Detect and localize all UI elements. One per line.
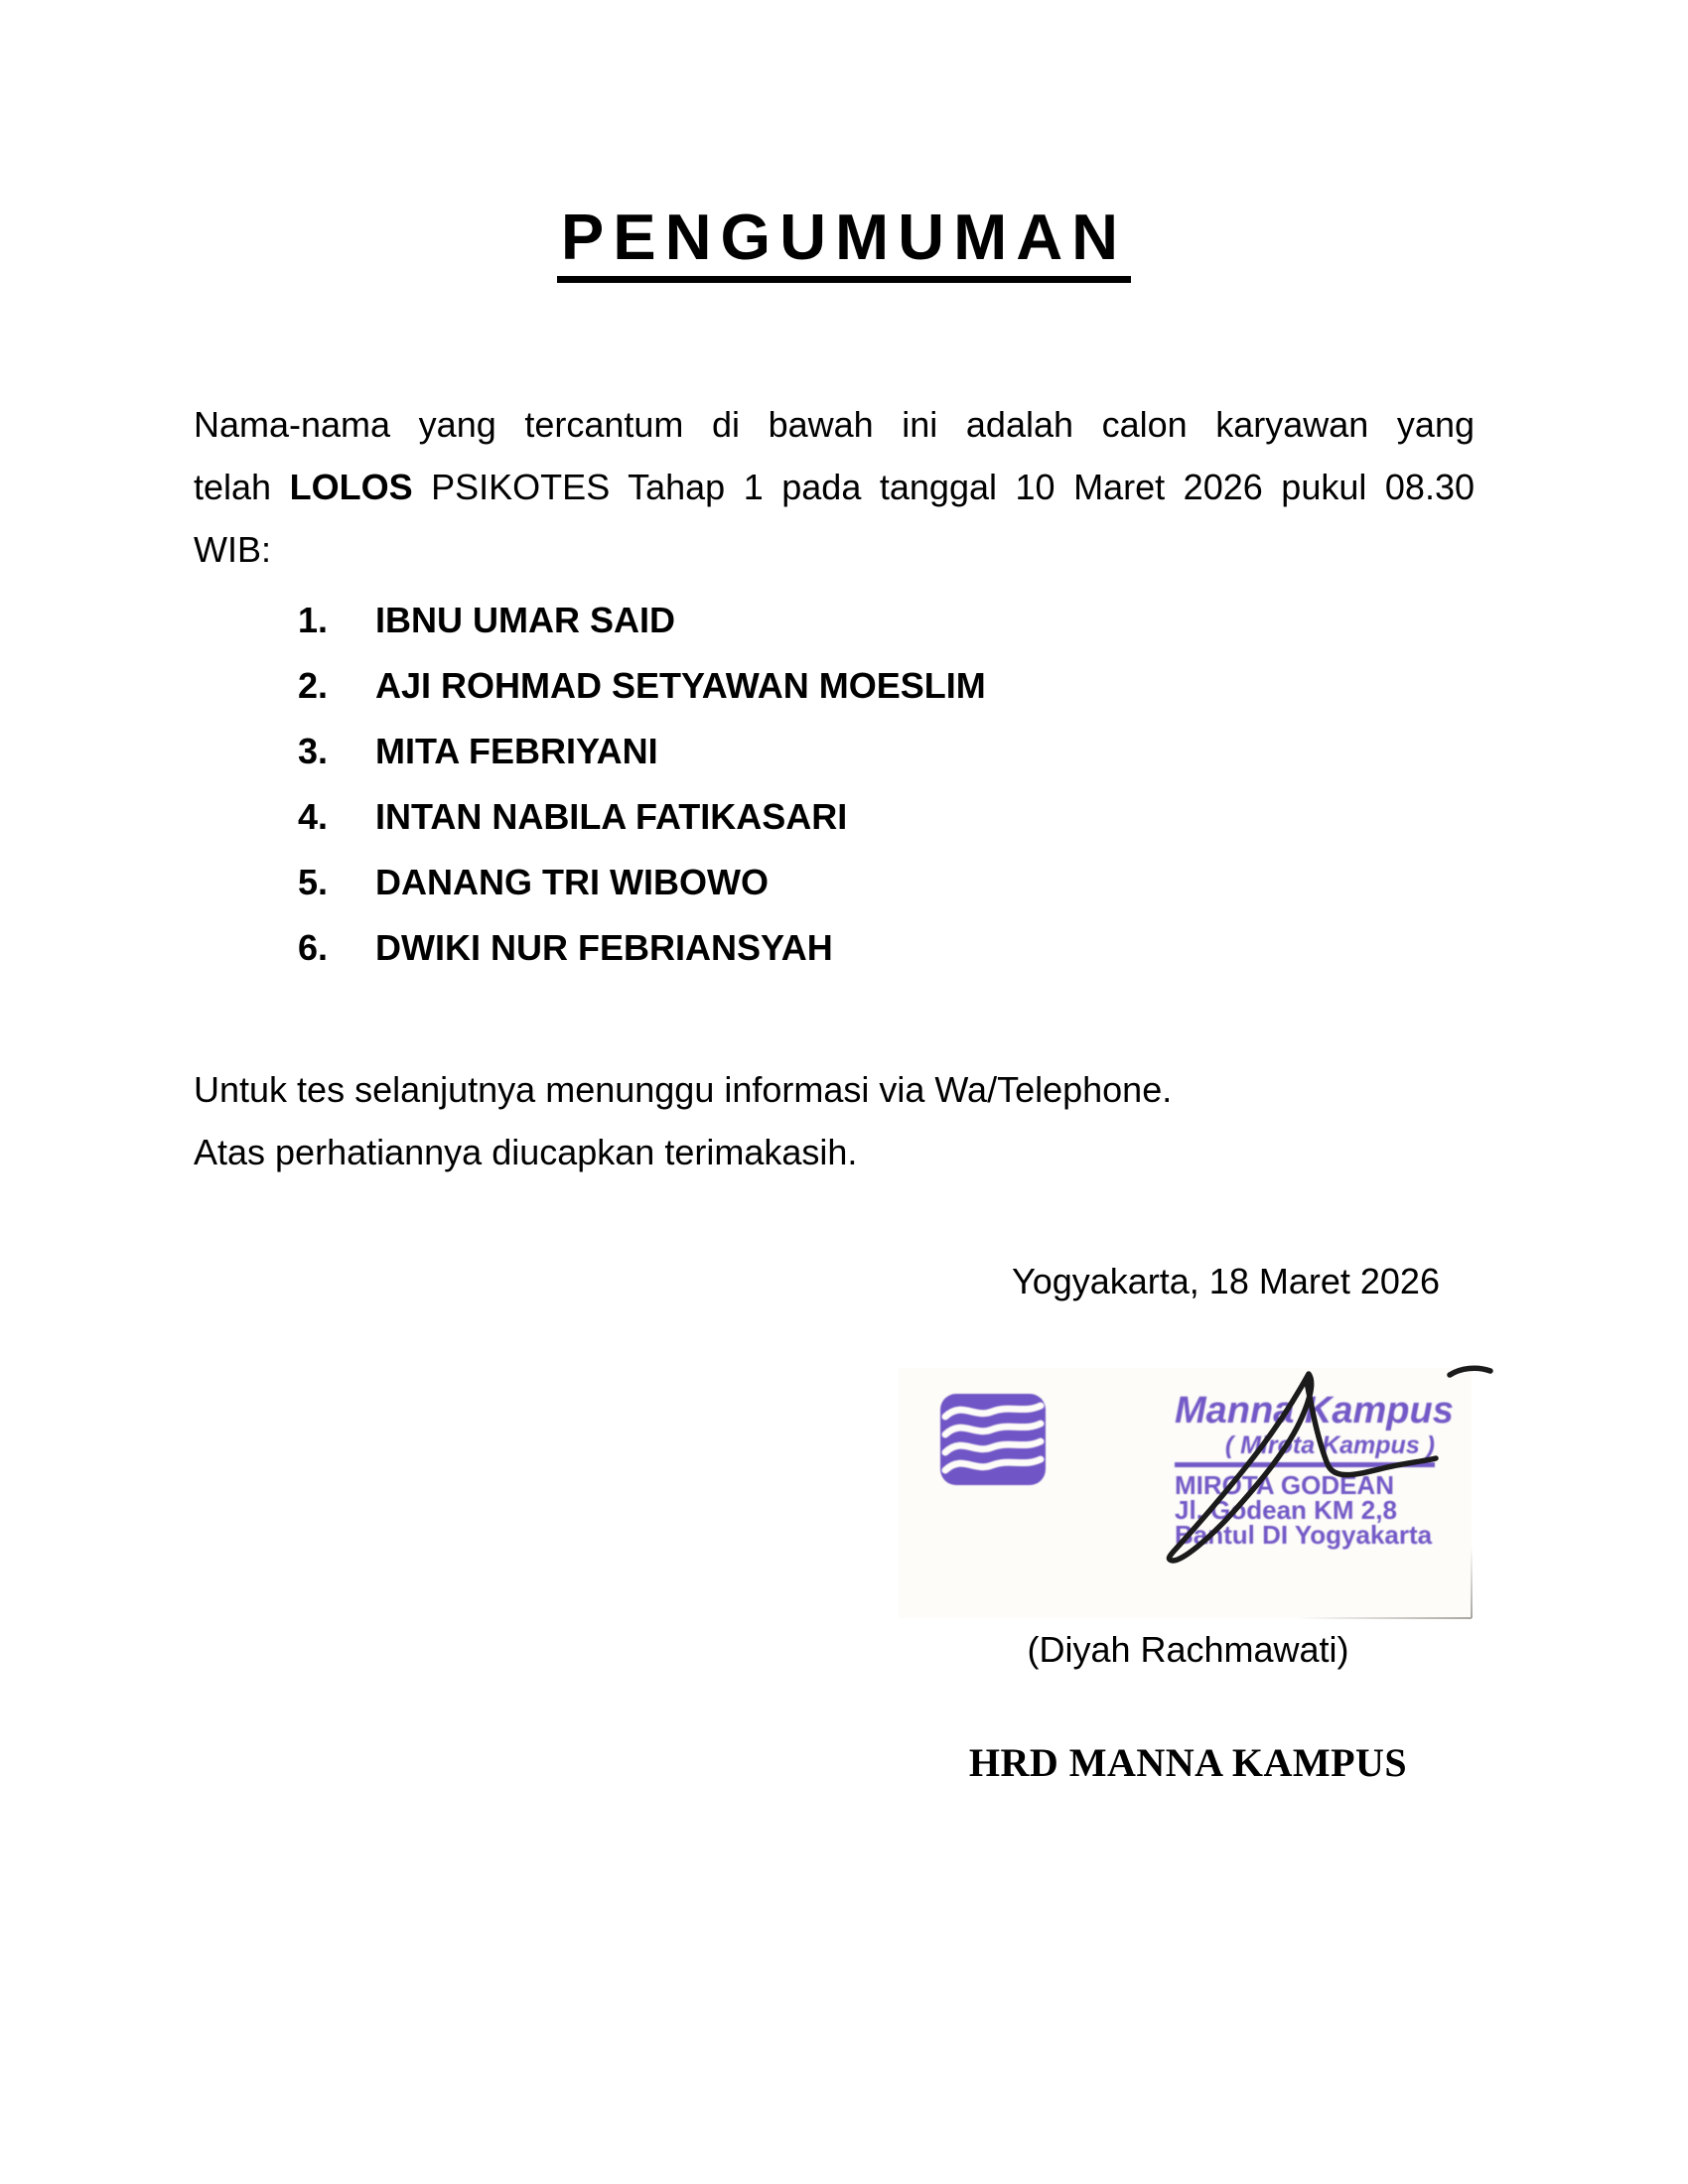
closing-line-2: Atas perhatiannya diucapkan terimakasih. bbox=[194, 1132, 858, 1172]
manna-kampus-logo bbox=[940, 1394, 1046, 1490]
stamp-address-line: MIROTA GODEAN bbox=[1175, 1470, 1394, 1500]
intro-line-1-text: Nama-nama yang tercantum di bawah ini adalah calon karyawan yang bbox=[194, 404, 1475, 445]
candidate-name: DANANG TRI WIBOWO bbox=[375, 862, 769, 902]
intro-line-2-post: PSIKOTES Tahap 1 pada tanggal 10 Maret 2026 pukul 08.30 bbox=[412, 467, 1475, 507]
stamp-subtitle: ( Mirota Kampus ) bbox=[1224, 1432, 1435, 1459]
title-row bbox=[0, 201, 1688, 283]
intro-line-3 bbox=[194, 518, 1475, 581]
list-item-number: 1. bbox=[298, 600, 329, 640]
list-item bbox=[194, 588, 1475, 653]
signature bbox=[1132, 1358, 1529, 1576]
candidate-name: IBNU UMAR SAID bbox=[375, 600, 675, 640]
signer-name: (Diyah Rachmawati) bbox=[1027, 1629, 1349, 1670]
signer-role: HRD MANNA KAMPUS bbox=[968, 1740, 1408, 1785]
list-item bbox=[194, 653, 1475, 719]
closing-line-1: Untuk tes selanjutnya menunggu informasi via Wa/Telephone. bbox=[194, 1069, 1173, 1110]
intro-paragraph bbox=[194, 393, 1475, 581]
scan-edge-bottom bbox=[1298, 1617, 1472, 1619]
candidate-list bbox=[194, 588, 1475, 981]
stamp-brand: Manna Kampus bbox=[1175, 1390, 1454, 1432]
list-item bbox=[194, 719, 1475, 784]
stamp-address-line: Bantul DI Yogyakarta bbox=[1175, 1520, 1433, 1550]
candidate-name: AJI ROHMAD SETYAWAN MOESLIM bbox=[375, 665, 986, 706]
intro-line-3-text: WIB: bbox=[194, 529, 271, 570]
candidate-name: MITA FEBRIYANI bbox=[375, 731, 658, 771]
list-item bbox=[194, 915, 1475, 981]
intro-line-2-pre: telah bbox=[194, 467, 290, 507]
list-item-number: 2. bbox=[298, 665, 329, 706]
list-item-number: 3. bbox=[298, 731, 329, 771]
document-title: PENGUMUMAN bbox=[557, 205, 1131, 283]
list-item bbox=[194, 784, 1475, 850]
intro-line-1 bbox=[194, 393, 1475, 456]
list-item-number: 4. bbox=[298, 796, 329, 837]
closing-paragraph bbox=[194, 1058, 1475, 1183]
candidate-name: INTAN NABILA FATIKASARI bbox=[375, 796, 848, 837]
stamp-address-line: Jl. Godean KM 2,8 bbox=[1175, 1495, 1397, 1525]
date-line: Yogyakarta, 18 Maret 2026 bbox=[1012, 1261, 1440, 1301]
list-item bbox=[194, 850, 1475, 915]
list-item-number: 5. bbox=[298, 862, 329, 902]
candidate-name: DWIKI NUR FEBRIANSYAH bbox=[375, 927, 833, 968]
list-item-number: 6. bbox=[298, 927, 329, 968]
intro-line-2-bold: LOLOS bbox=[289, 467, 413, 507]
intro-line-2 bbox=[194, 456, 1475, 518]
